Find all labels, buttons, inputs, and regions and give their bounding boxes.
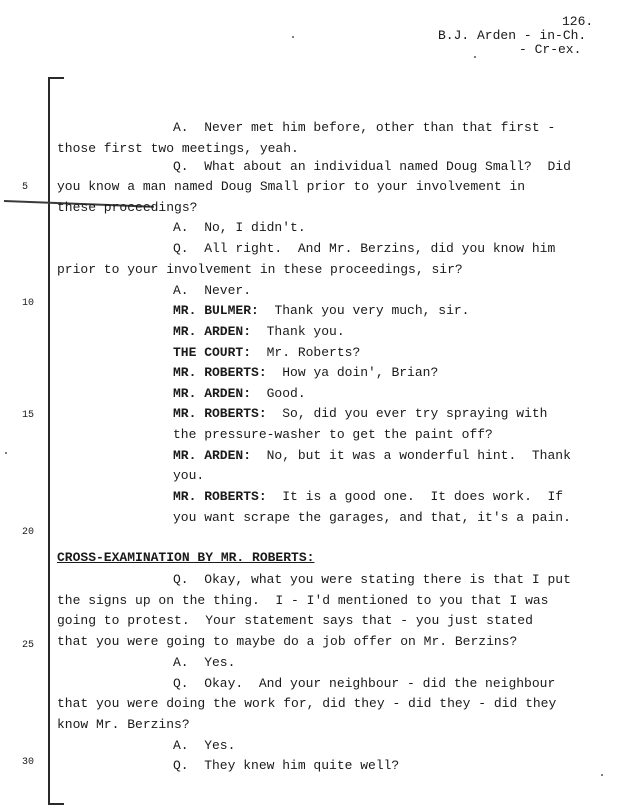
transcript-line: MR. BULMER: Thank you very much, sir.: [173, 303, 470, 318]
transcript-line: MR. ROBERTS: It is a good one. It does work. If: [173, 489, 564, 504]
transcript-line: MR. ROBERTS: How ya doin', Brian?: [173, 365, 439, 380]
transcript-line: Q. Okay, what you were stating there is that I put: [173, 572, 571, 587]
speaker-label: THE COURT:: [173, 345, 252, 360]
transcript-line: the pressure-washer to get the paint off?: [173, 427, 493, 442]
transcript-line: Q. They knew him quite well?: [173, 758, 400, 773]
scan-speck: [474, 56, 476, 58]
transcript-line: A. Never met him before, other than that first -: [173, 120, 556, 135]
transcript-line: Q. All right. And Mr. Berzins, did you know him: [173, 241, 556, 256]
speaker-label: MR. ROBERTS:: [173, 489, 267, 504]
line-number-25: 25: [22, 640, 35, 651]
transcript-line: MR. ARDEN: No, but it was a wonderful hint. Thank: [173, 448, 571, 463]
speaker-label: MR. ARDEN:: [173, 448, 252, 463]
transcript-line: you.: [173, 468, 205, 483]
transcript-line: you know a man named Doug Small prior to your involvement in: [57, 179, 526, 194]
transcript-line: prior to your involvement in these proceedings, sir?: [57, 262, 463, 277]
witness-heading: B.J. Arden - in-Ch.: [438, 28, 587, 43]
transcript-line: A. Never.: [173, 283, 252, 298]
transcript-line: you want scrape the garages, and that, it's a pain.: [173, 510, 571, 525]
transcript-line: A. Yes.: [173, 738, 236, 753]
transcript-line: MR. ARDEN: Good.: [173, 386, 306, 401]
margin-rule: [48, 78, 50, 804]
line-number-20: 20: [22, 527, 35, 538]
transcript-line: MR. ARDEN: Thank you.: [173, 324, 345, 339]
line-number-10: 10: [22, 298, 35, 309]
transcript-line: those first two meetings, yeah.: [57, 141, 299, 156]
speaker-label: MR. ARDEN:: [173, 386, 252, 401]
page-number: 126.: [562, 14, 594, 29]
transcript-line: THE COURT: Mr. Roberts?: [173, 345, 361, 360]
margin-rule-bottom: [48, 803, 64, 805]
scan-speck: [292, 36, 294, 38]
speaker-label: MR. ARDEN:: [173, 324, 252, 339]
margin-rule-top: [48, 77, 64, 79]
line-number-15: 15: [22, 410, 35, 421]
transcript-line: the signs up on the thing. I - I'd mentioned to you that I was: [57, 593, 549, 608]
transcript-line: Q. What about an individual named Doug Small? Did: [173, 159, 571, 174]
transcript-line: A. No, I didn't.: [173, 220, 306, 235]
line-number-5: 5: [22, 182, 29, 193]
speaker-label: MR. ROBERTS:: [173, 365, 267, 380]
transcript-line: these proceedings?: [57, 200, 198, 215]
scan-speck: [5, 452, 7, 454]
transcript-line: going to protest. Your statement says that - you just stated: [57, 613, 533, 628]
section-heading: CROSS-EXAMINATION BY MR. ROBERTS:: [57, 550, 315, 565]
transcript-line: that you were doing the work for, did they - did they - did they: [57, 696, 557, 711]
examination-heading: - Cr-ex.: [519, 42, 582, 57]
transcript-line: MR. ROBERTS: So, did you ever try spraying with: [173, 406, 548, 421]
transcript-line: that you were going to maybe do a job offer on Mr. Berzins?: [57, 634, 518, 649]
speaker-label: MR. ROBERTS:: [173, 406, 267, 421]
transcript-line: A. Yes.: [173, 655, 236, 670]
transcript-line: Q. Okay. And your neighbour - did the neighbour: [173, 676, 556, 691]
speaker-label: MR. BULMER:: [173, 303, 259, 318]
scan-speck: [601, 774, 603, 776]
line-number-30: 30: [22, 757, 35, 768]
transcript-line: know Mr. Berzins?: [57, 717, 190, 732]
